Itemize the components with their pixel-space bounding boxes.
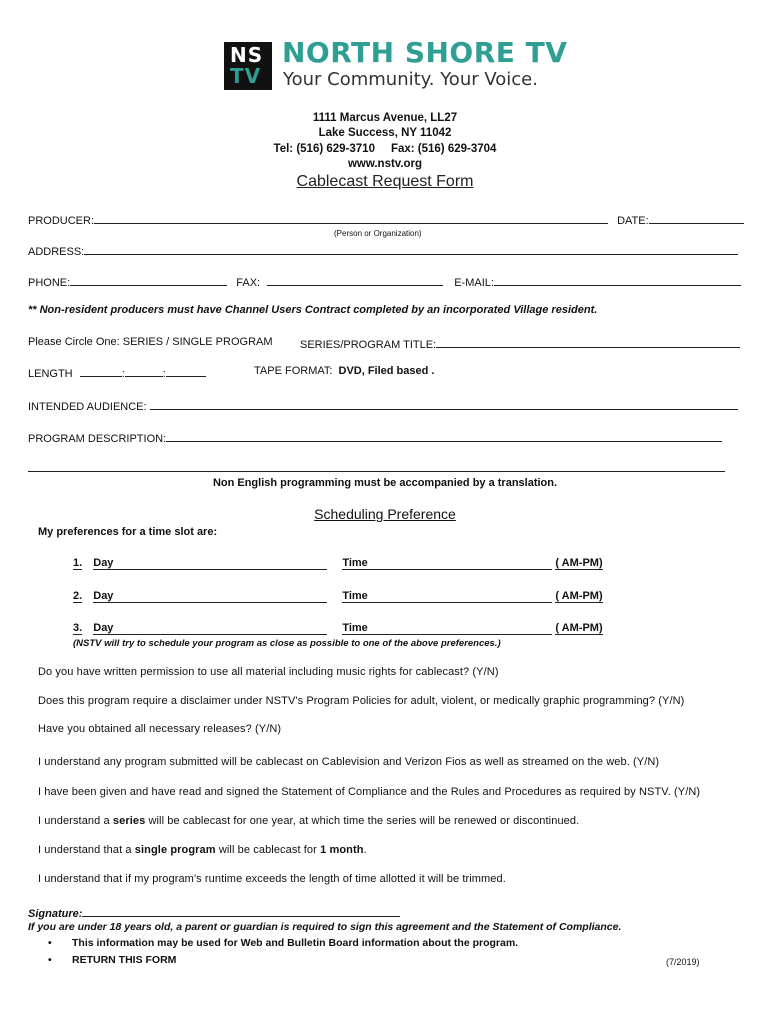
pref-ampm: ( AM-PM) bbox=[555, 557, 603, 569]
signature-field[interactable] bbox=[82, 905, 400, 917]
website: www.nstv.org bbox=[347, 158, 423, 170]
question-disclaimer: Does this program require a disclaimer under NSTV's Program Policies for adult, violent, or medically graphic programming? (Y/N) bbox=[38, 695, 685, 707]
pref-row-3 bbox=[73, 622, 603, 635]
logo-ns-text: NS bbox=[230, 43, 264, 67]
length-seconds-field[interactable] bbox=[166, 365, 206, 377]
text-fragment: will be cablecast for bbox=[215, 844, 321, 856]
pref-time-label: Time bbox=[342, 590, 368, 602]
producer-field[interactable] bbox=[94, 212, 608, 224]
producer-note: (Person or Organization) bbox=[334, 229, 422, 238]
description-field-2[interactable] bbox=[28, 471, 725, 472]
pref-day-label: Day bbox=[93, 590, 114, 602]
phone-field[interactable] bbox=[70, 274, 227, 286]
length-label: LENGTH bbox=[28, 368, 73, 380]
tape-format-value: DVD, Filed based . bbox=[338, 365, 435, 377]
statement-runtime-trim: I understand that if my program's runtime exceeds the length of time allotted it will be trimmed. bbox=[38, 873, 506, 885]
audience-label: INTENDED AUDIENCE: bbox=[28, 401, 147, 413]
pref-time-field[interactable] bbox=[342, 590, 552, 603]
question-statement-compliance: I have been given and have read and signed the Statement of Compliance and the Rules and Procedures as required by NSTV. (Y/N) bbox=[38, 786, 701, 798]
text-emphasis: series bbox=[112, 815, 146, 827]
producer-row bbox=[28, 212, 744, 227]
text-fragment: will be cablecast for one year, at which time the series will be renewed or discontinued. bbox=[145, 815, 580, 827]
revision-date: (7/2019) bbox=[666, 957, 700, 967]
date-label: DATE: bbox=[617, 215, 649, 227]
phone-label: PHONE: bbox=[28, 277, 71, 289]
bullet-text: This information may be used for Web and Bulletin Board information about the program. bbox=[72, 937, 519, 949]
description-label: PROGRAM DESCRIPTION: bbox=[28, 433, 167, 445]
address-line-1: 1111 Marcus Avenue, LL27 bbox=[312, 112, 458, 124]
producer-label: PRODUCER: bbox=[28, 215, 95, 227]
description-field-1[interactable] bbox=[166, 430, 722, 442]
pref-time-field[interactable] bbox=[342, 557, 552, 570]
question-releases: Have you obtained all necessary releases? (Y/N) bbox=[38, 723, 282, 735]
brand-tagline: Your Community. Your Voice. bbox=[283, 69, 538, 90]
bullet-icon: • bbox=[48, 954, 52, 966]
length-row bbox=[28, 365, 206, 380]
nstv-logo-mark bbox=[224, 42, 272, 90]
text-fragment: . bbox=[363, 844, 367, 856]
bullet-text: RETURN THIS FORM bbox=[72, 954, 177, 966]
statement-series-duration bbox=[38, 815, 579, 827]
length-hours-field[interactable] bbox=[80, 365, 122, 377]
bullet-item-return-form bbox=[48, 954, 176, 966]
pref-row-2 bbox=[73, 590, 603, 603]
tape-format-row bbox=[254, 365, 434, 377]
phone-fax-line: Tel: (516) 629-3710 Fax: (516) 629-3704 bbox=[273, 143, 497, 155]
text-emphasis: 1 month bbox=[320, 844, 364, 856]
email-label: E-MAIL: bbox=[454, 277, 494, 289]
translation-note: Non English programming must be accompanied by a translation. bbox=[212, 477, 558, 489]
scheduling-intro: My preferences for a time slot are: bbox=[38, 526, 218, 538]
pref-day-label: Day bbox=[93, 557, 114, 569]
address-line-2: Lake Success, NY 11042 bbox=[318, 127, 452, 139]
length-sep-2: : bbox=[162, 368, 166, 380]
pref-day-label: Day bbox=[93, 622, 114, 634]
text-emphasis: single program bbox=[134, 844, 216, 856]
non-resident-note: ** Non-resident producers must have Channel Users Contract completed by an incorporated Village resident. bbox=[28, 304, 598, 316]
tape-format-label: TAPE FORMAT: bbox=[254, 365, 333, 377]
pref-ampm: ( AM-PM) bbox=[555, 622, 603, 634]
series-title-label: SERIES/PROGRAM TITLE: bbox=[300, 339, 437, 351]
signature-label: Signature: bbox=[28, 908, 83, 920]
pref-num: 1. bbox=[73, 557, 83, 569]
scheduling-title: Scheduling Preference bbox=[314, 506, 456, 522]
description-row bbox=[28, 430, 722, 445]
email-field[interactable] bbox=[494, 274, 741, 286]
pref-time-field[interactable] bbox=[342, 622, 552, 635]
series-circle-label: Please Circle One: SERIES / SINGLE PROGRAM bbox=[28, 336, 273, 348]
contact-row bbox=[28, 274, 741, 289]
pref-time-label: Time bbox=[342, 557, 368, 569]
pref-row-1 bbox=[73, 557, 603, 570]
pref-day-field[interactable] bbox=[93, 622, 327, 635]
date-field[interactable] bbox=[649, 212, 744, 224]
minor-guardian-note: If you are under 18 years old, a parent or guardian is required to sign this agreement and the Statement of Compliance. bbox=[28, 921, 622, 933]
fax-field[interactable] bbox=[267, 274, 443, 286]
statement-single-program-duration bbox=[38, 844, 367, 856]
pref-num: 2. bbox=[73, 590, 83, 602]
address-field[interactable] bbox=[84, 243, 738, 255]
length-minutes-field[interactable] bbox=[125, 365, 163, 377]
form-title: Cablecast Request Form bbox=[296, 173, 474, 190]
signature-row bbox=[28, 905, 400, 920]
series-title-field[interactable] bbox=[436, 336, 740, 348]
audience-field[interactable] bbox=[150, 398, 738, 410]
pref-num: 3. bbox=[73, 622, 83, 634]
pref-time-label: Time bbox=[342, 622, 368, 634]
pref-day-field[interactable] bbox=[93, 590, 327, 603]
brand-name: NORTH SHORE TV bbox=[282, 36, 568, 69]
pref-ampm: ( AM-PM) bbox=[555, 590, 603, 602]
text-fragment: I understand that a bbox=[38, 844, 135, 856]
series-title-row bbox=[300, 336, 740, 351]
audience-row bbox=[28, 398, 738, 413]
question-cablecast-platforms: I understand any program submitted will be cablecast on Cablevision and Verizon Fios as well as streamed on the web. (Y/N) bbox=[38, 756, 660, 768]
question-music-rights: Do you have written permission to use all material including music rights for cablecast? (Y/N) bbox=[38, 666, 499, 678]
text-fragment: I understand a bbox=[38, 815, 113, 827]
scheduling-note: (NSTV will try to schedule your program as close as possible to one of the above preferences.) bbox=[73, 638, 501, 649]
bullet-icon: • bbox=[48, 937, 52, 949]
address-label: ADDRESS: bbox=[28, 246, 85, 258]
length-sep-1: : bbox=[121, 368, 125, 380]
pref-day-field[interactable] bbox=[93, 557, 327, 570]
logo-tv-text: TV bbox=[230, 64, 262, 88]
bullet-item-web-info bbox=[48, 937, 518, 949]
fax-label: FAX: bbox=[236, 277, 261, 289]
address-row bbox=[28, 243, 738, 258]
